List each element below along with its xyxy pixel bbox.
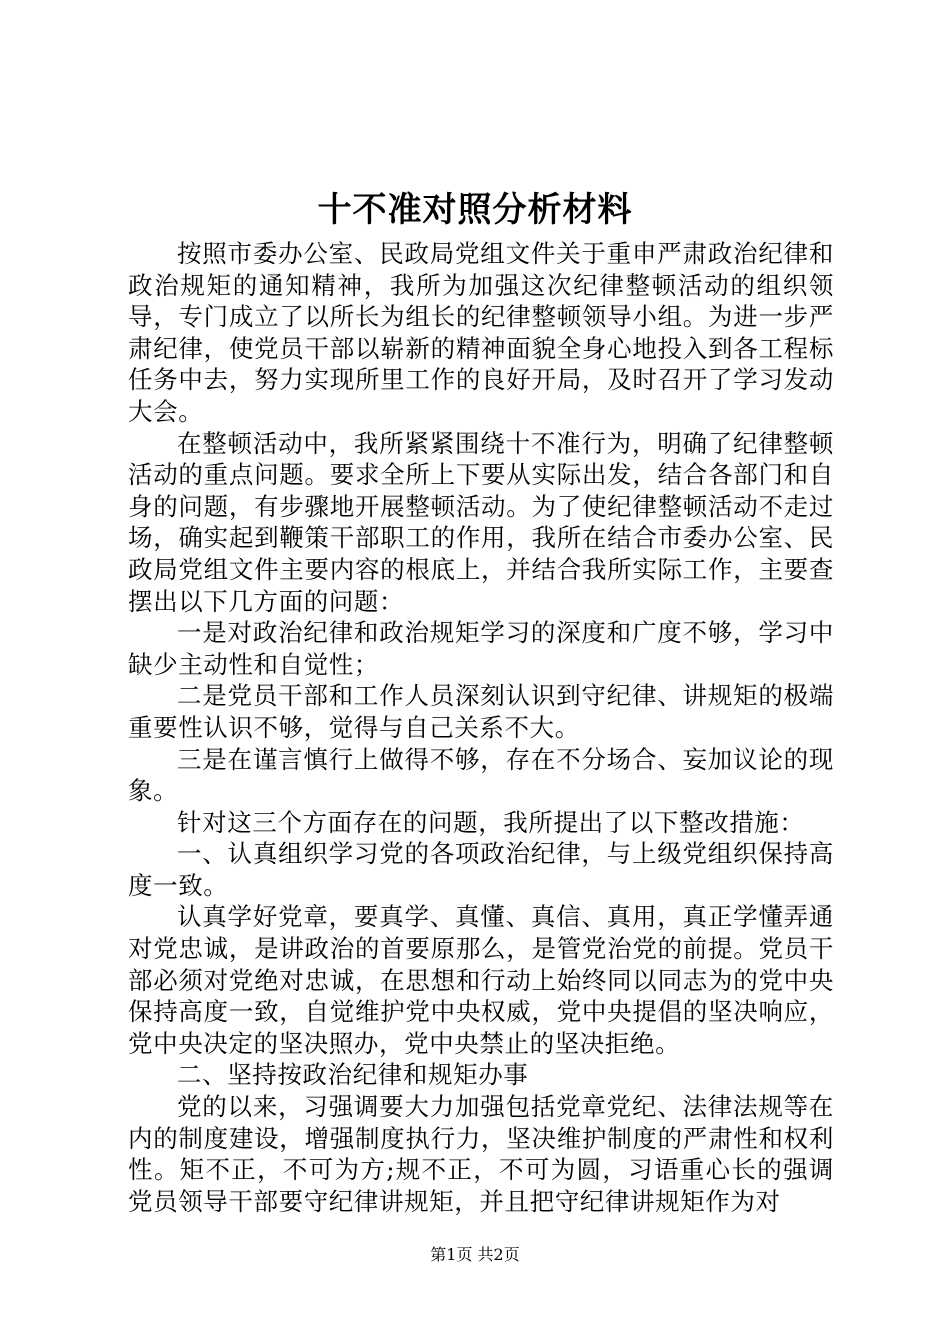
paragraph: 三是在谨言慎行上做得不够，存在不分场合、妄加议论的现象。 [128,744,834,806]
document-title: 十不准对照分析材料 [317,190,633,230]
paragraph: 针对这三个方面存在的问题，我所提出了以下整改措施： [177,807,805,837]
paragraph: 一是对政治纪律和政治规矩学习的深度和广度不够，学习中缺少主动性和自觉性； [128,618,834,679]
document-body [128,238,834,1217]
paragraph: 一、认真组织学习党的各项政治纪律，与上级党组织保持高度一致。 [128,839,834,900]
paragraph: 在整顿活动中，我所紧紧围绕十不准行为，明确了纪律整顿活动的重点问题。要求全所上下要从实际出发，结合各部门和自身的问题，有步骤地开展整顿活动。为了使纪律整顿活动不走过场，确实起到鞭策干部职工的作用，我所在结合市委办公室、民政局党组文件主要内容的根底上，并结合我所实际工作，主要查摆出以下几方面的问题： [128,428,834,616]
paragraph: 认真学好党章，要真学、真懂、真信、真用，真正学懂弄通对党忠诚，是讲政治的首要原那么，是管党治党的前提。党员干部必须对党绝对忠诚，在思想和行动上始终同以同志为的党中央保持高度一致，自觉维护党中央权威，党中央提倡的坚决响应，党中央决定的坚决照办，党中央禁止的坚决拒绝。 [128,902,834,1058]
paragraph: 按照市委办公室、民政局党组文件关于重申严肃政治纪律和政治规矩的通知精神，我所为加强这次纪律整顿活动的组织领导，专门成立了以所长为组长的纪律整顿领导小组。为进一步严肃纪律，使党员干部以崭新的精神面貌全身心地投入到各工程标任务中去，努力实现所里工作的良好开局，及时召开了学习发动大会。 [128,239,834,426]
paragraph: 二、坚持按政治纪律和规矩办事 [177,1060,529,1090]
page-footer: 第1页 共2页 [430,1245,520,1264]
paragraph: 二是党员干部和工作人员深刻认识到守纪律、讲规矩的极端重要性认识不够，觉得与自己关系不大。 [128,681,834,742]
paragraph: 党的以来，习强调要大力加强包括党章党纪、法律法规等在内的制度建设，增强制度执行力，坚决维护制度的严肃性和权利性。矩不正，不可为方;规不正，不可为圆，习语重心长的强调党员领导干部要守纪律讲规矩，并且把守纪律讲规矩作为对 [128,1092,834,1216]
